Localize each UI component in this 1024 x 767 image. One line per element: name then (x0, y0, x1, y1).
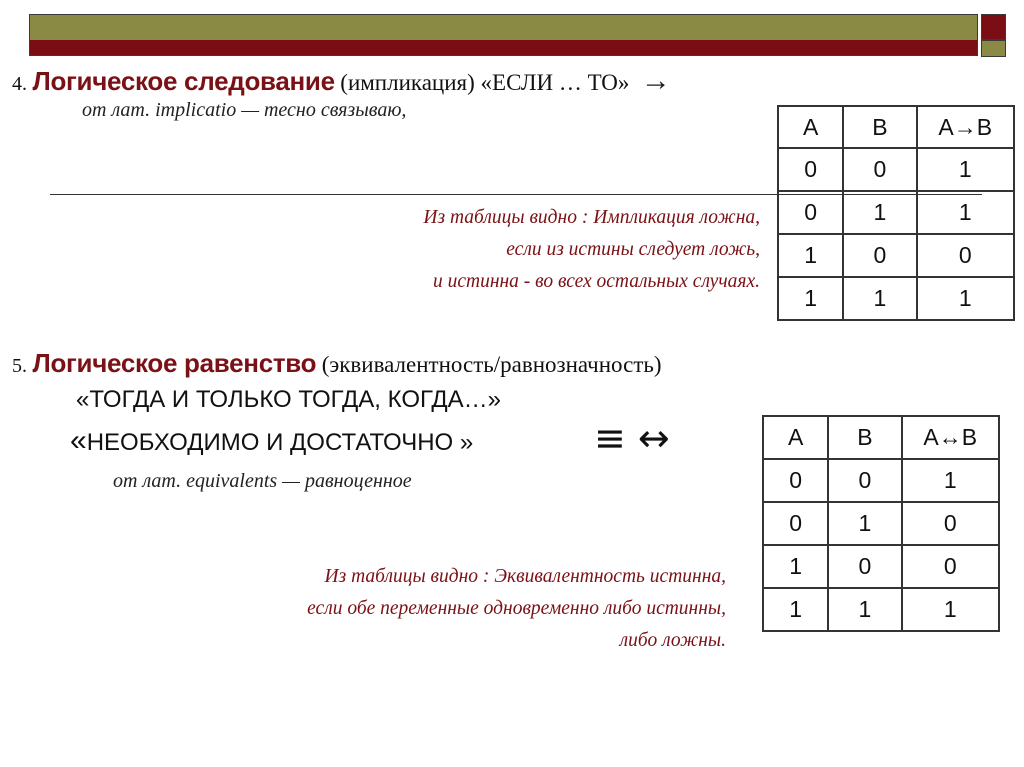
table-header-cell: A (778, 106, 843, 148)
table-cell: 1 (828, 588, 901, 631)
table-cell: 1 (763, 545, 828, 588)
table-cell: 0 (828, 459, 901, 502)
table-row (778, 277, 1014, 320)
section4-caption-line: если из истины следует ложь, (506, 239, 760, 260)
table-cell: 1 (917, 148, 1014, 191)
quote-open-mark: « (70, 424, 87, 457)
table-cell: 0 (902, 502, 999, 545)
table-cell: 1 (763, 588, 828, 631)
implication-arrow-icon: → (640, 64, 671, 97)
table-header-cell: A→B (917, 106, 1014, 148)
section5-number: 5. (12, 355, 27, 377)
section4-heading (12, 64, 671, 98)
table-cell: 1 (778, 234, 843, 277)
header-bar-red-stripe (30, 40, 977, 55)
section5-etymology: от лат. equivalents — равноценное (113, 470, 412, 492)
table-cell: 0 (778, 148, 843, 191)
table-cell: 0 (843, 148, 916, 191)
section4-caption-line: и истинна - во всех остальных случаях. (432, 271, 760, 292)
header-bar-olive-stripe (30, 15, 977, 40)
section4-caption-line: Из таблицы видно : Импликация ложна, (423, 207, 760, 228)
section4-number: 4. (12, 73, 27, 95)
table-cell: 1 (902, 459, 999, 502)
section5-caption-line: Из таблицы видно : Эквивалентность истинна, (324, 566, 726, 587)
table-cell: 0 (843, 234, 916, 277)
table-row (778, 148, 1014, 191)
equivalence-symbols-icon: ≡ ↔ (594, 416, 670, 460)
table-row (763, 502, 999, 545)
section4-caption (240, 202, 760, 298)
table-cell: 1 (828, 502, 901, 545)
section5-caption-line: либо ложны. (619, 630, 726, 651)
table-cell: 0 (763, 459, 828, 502)
table-header-cell: A (763, 416, 828, 459)
table-cell: 1 (843, 277, 916, 320)
quote-text: НЕОБХОДИМО И ДОСТАТОЧНО » (86, 429, 474, 456)
table-cell: 0 (778, 191, 843, 234)
header-square-olive (981, 40, 1006, 57)
table-cell: 1 (917, 277, 1014, 320)
section5-title: Логическое равенство (32, 348, 317, 378)
section4-title: Логическое следование (32, 66, 335, 96)
section5-heading (12, 348, 662, 379)
table-cell: 1 (843, 191, 916, 234)
table-header-row (763, 416, 999, 459)
table-header-cell: B (828, 416, 901, 459)
table-header-cell: A↔B (902, 416, 999, 459)
header-square-red (981, 14, 1006, 40)
table-row (778, 234, 1014, 277)
section5-caption (166, 561, 726, 657)
equivalence-truth-table (762, 415, 1000, 632)
section5-caption-line: если обе переменные одновременно либо истинны, (307, 598, 726, 619)
table-row (763, 459, 999, 502)
table-row (763, 545, 999, 588)
table-cell: 0 (902, 545, 999, 588)
table-cell: 1 (917, 191, 1014, 234)
table-row (763, 588, 999, 631)
section4-subtitle: (импликация) «ЕСЛИ … ТО» (340, 70, 630, 95)
table-cell: 1 (778, 277, 843, 320)
table-header-cell: B (843, 106, 916, 148)
table-header-row (778, 106, 1014, 148)
section5-quote-necessary-sufficient (70, 424, 473, 458)
table-cell: 0 (917, 234, 1014, 277)
table-cell: 0 (828, 545, 901, 588)
table-cell: 1 (902, 588, 999, 631)
section5-subtitle: (эквивалентность/равнозначность) (321, 352, 662, 377)
table-cell: 0 (763, 502, 828, 545)
implication-truth-table (777, 105, 1015, 321)
table-row (778, 191, 1014, 234)
section4-etymology: от лат. implicatio — тесно связываю, (82, 99, 407, 121)
section5-quote-then-only-then: «ТОГДА И ТОЛЬКО ТОГДА, КОГДА…» (76, 386, 501, 413)
